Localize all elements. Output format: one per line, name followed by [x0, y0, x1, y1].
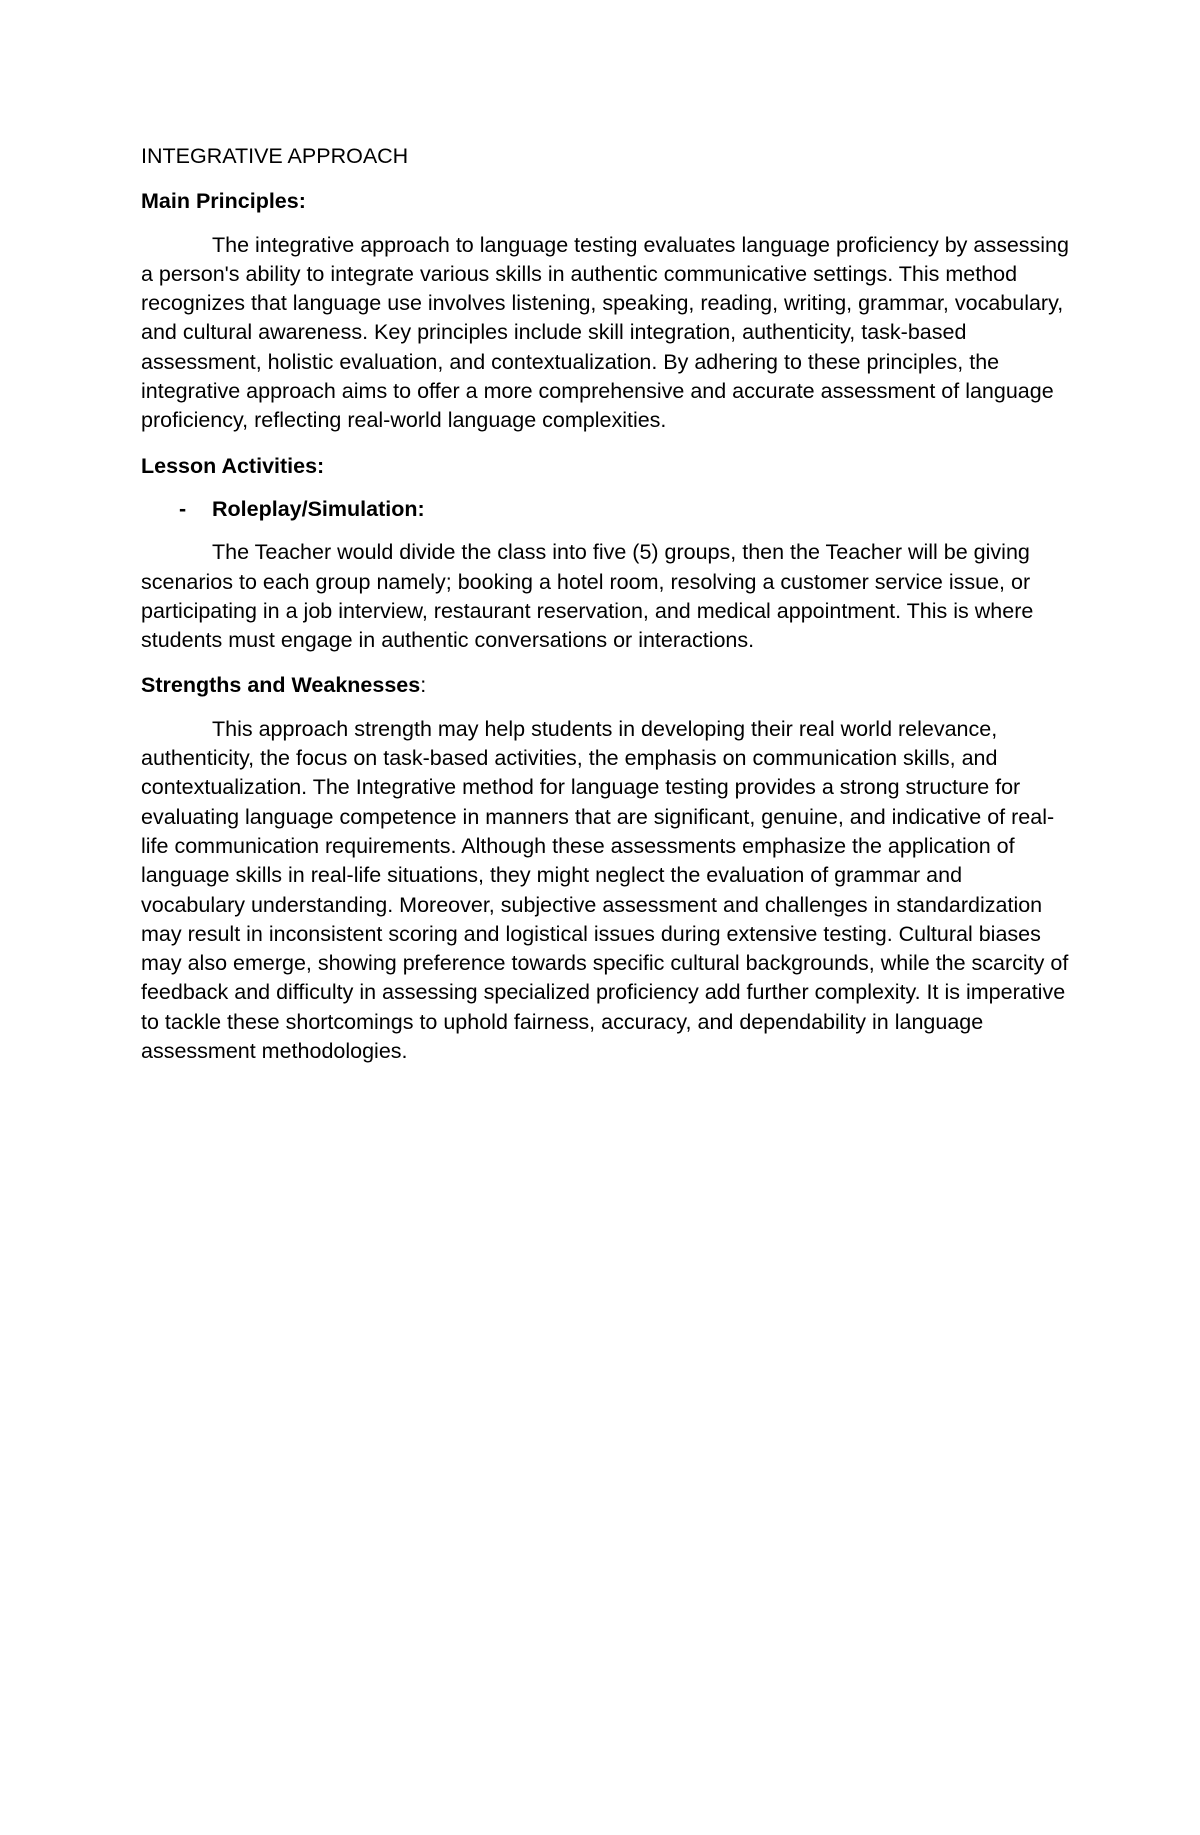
lesson-activities-heading: Lesson Activities:: [141, 453, 325, 478]
strengths-weaknesses-heading-text: Strengths and Weaknesses: [141, 673, 421, 698]
roleplay-bullet-label: Roleplay/Simulation:: [212, 496, 425, 521]
strengths-weaknesses-heading: [141, 671, 1071, 700]
roleplay-bullet-item: [141, 495, 1071, 524]
document-page: [141, 142, 1071, 1082]
main-principles-paragraph: The integrative approach to language testing evaluates language proficiency by assessing a person's ability to integrate various skills in authentic communicative settings. This method recognizes that language use involves listening, speaking, reading, writing, grammar, vocabulary, and cultural awareness. Key principles include skill integration, authenticity, task-based assessment, holistic evaluation, and contextualization. By adhering to these principles, the integrative approach aims to offer a more comprehensive and accurate assessment of language proficiency, reflecting real-world language complexities.: [141, 232, 1069, 433]
document-title: INTEGRATIVE APPROACH: [141, 144, 409, 168]
lesson-activities-paragraph: The Teacher would divide the class into five (5) groups, then the Teacher will be giving scenarios to each group namely; booking a hotel room, resolving a customer service issue, or participating in a job interview, restaurant reservation, and medical appointment. This is where students must engage in authentic conversations or interactions.: [141, 540, 1034, 653]
strengths-weaknesses-heading-colon: :: [420, 673, 427, 698]
main-principles-heading: Main Principles:: [141, 189, 306, 214]
strengths-weaknesses-paragraph: This approach strength may help students in developing their real world relevance, authenticity, the focus on task-based activities, the emphasis on communication skills, and contextualization. The Integrative method for language testing provides a strong structure for evaluating language competence in manners that are significant, genuine, and indicative of real-life communication requirements. Although these assessments emphasize the application of language skills in real-life situations, they might neglect the evaluation of grammar and vocabulary understanding. Moreover, subjective assessment and challenges in standardization may result in inconsistent scoring and logistical issues during extensive testing. Cultural biases may also emerge, showing preference towards specific cultural backgrounds, while the scarcity of feedback and difficulty in assessing specialized proficiency add further complexity. It is imperative to tackle these shortcomings to uphold fairness, accuracy, and dependability in language assessment methodologies.: [141, 716, 1069, 1064]
bullet-marker: -: [179, 496, 187, 521]
